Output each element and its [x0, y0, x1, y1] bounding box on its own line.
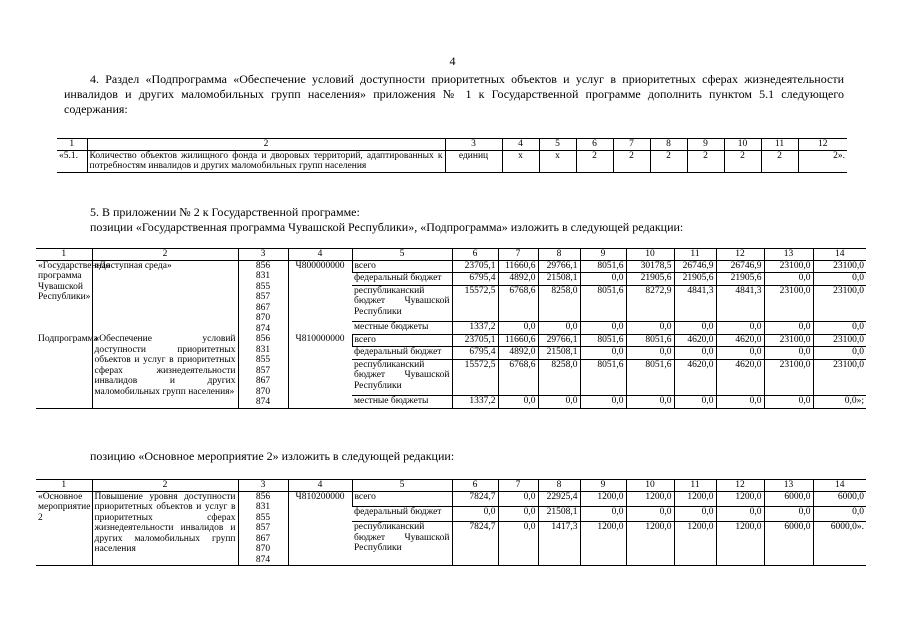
table2-value: 0,0	[498, 395, 538, 408]
table3-value: 21508,1	[538, 506, 580, 521]
paragraph-5-line-2: позиции «Государственная программа Чувашской Республики», «Подпрограмма» изложить в следующей редакции:	[90, 220, 684, 234]
table2-header-cell: 3	[238, 249, 288, 261]
table1-cell: x	[539, 150, 576, 172]
table-main-event	[36, 479, 866, 566]
table2-header-cell: 11	[674, 249, 716, 261]
table1-header-cell: 10	[724, 139, 761, 151]
table2-value: 1337,2	[452, 395, 498, 408]
table3-value: 0,0	[626, 506, 674, 521]
table2-value: 6795,4	[452, 347, 498, 360]
table3-body	[36, 491, 866, 566]
table1-row	[57, 150, 847, 172]
table3-target-code: Ч810200000	[288, 491, 352, 566]
table3-status: «Основное мероприятие 2	[36, 491, 92, 566]
table3-budget-codes: 856 831 855 857 867 870 874	[238, 491, 288, 566]
table3-value: 1200,0	[580, 522, 626, 566]
table3-value: 0,0	[452, 506, 498, 521]
table2-value: 8051,6	[626, 359, 674, 395]
table2-value: 8272,9	[626, 285, 674, 321]
table2-budget-codes: 856 831 855 857 867 870 874	[238, 260, 288, 334]
table1-cell-indicator: Количество объектов жилищного фонда и дворовых территорий, адаптированных к потребностям инвалидов и других маломобильных групп населения	[87, 150, 445, 172]
table1-header-cell: 3	[445, 139, 502, 151]
table3-source: всего	[352, 491, 452, 506]
table2-value: 0,0	[716, 321, 764, 334]
table2-value: 29766,1	[538, 334, 580, 347]
table3-value: 1417,3	[538, 522, 580, 566]
table2-value: 29766,1	[538, 260, 580, 273]
table2-source: местные бюджеты	[352, 321, 452, 334]
table2-value: 23100,0	[813, 334, 866, 347]
table3-header-cell: 3	[238, 480, 288, 492]
table3-value: 1200,0	[716, 491, 764, 506]
table2-source: республиканский бюджет Чувашской Республики	[352, 359, 452, 395]
table3-name: Повышение уровня доступности приоритетных объектов и услуг в приоритетных сферах жизнедеятельности инвалидов и других маломобильных групп населения	[92, 491, 238, 566]
table3-header-cell: 5	[352, 480, 452, 492]
table2-value: 0,0	[498, 321, 538, 334]
table1-cell: 2	[613, 150, 650, 172]
table3-value: 1200,0	[716, 522, 764, 566]
table2-value: 26746,9	[674, 260, 716, 273]
table2-budget-codes: 856 831 855 857 867 870 874	[238, 334, 288, 408]
table1-header-cell: 4	[502, 139, 539, 151]
table2-value: 6768,6	[498, 285, 538, 321]
table3-header-cell: 11	[674, 480, 716, 492]
table-indicators	[57, 138, 847, 173]
table2-value: 6795,4	[452, 273, 498, 286]
table2-status: «Государственная программа Чувашской Республики»	[38, 260, 111, 302]
table2-source: местные бюджеты	[352, 395, 452, 408]
table3-header-cell: 6	[452, 480, 498, 492]
table2-value: 8051,6	[580, 359, 626, 395]
table3-source: федеральный бюджет	[352, 506, 452, 521]
table3-header-cell: 4	[288, 480, 352, 492]
table3-header-cell: 7	[498, 480, 538, 492]
table-financing	[36, 248, 866, 409]
table2-header-cell: 2	[92, 249, 238, 261]
table1-header-cell: 7	[613, 139, 650, 151]
table2-value: 11660,6	[498, 334, 538, 347]
table1-cell-unit: единиц	[445, 150, 502, 172]
table2-value: 8258,0	[538, 359, 580, 395]
table3-value: 1200,0	[674, 522, 716, 566]
table2-value: 0,0	[674, 321, 716, 334]
table2-value: 0,0	[813, 347, 866, 360]
table3-value: 1200,0	[674, 491, 716, 506]
table3-value: 1200,0	[626, 522, 674, 566]
table1-header-cell: 8	[650, 139, 687, 151]
table3-header-cell: 1	[36, 480, 92, 492]
table2-value: 0,0	[580, 321, 626, 334]
table2-source: всего	[352, 260, 452, 273]
table2-value: 8258,0	[538, 285, 580, 321]
table2-value: 23100,0	[813, 260, 866, 273]
table2-value: 26746,9	[716, 260, 764, 273]
table2-value: 0,0	[538, 321, 580, 334]
paragraph-5-line-1: 5. В приложении № 2 к Государственной программе:	[90, 205, 360, 219]
table2-value: 8051,6	[580, 285, 626, 321]
page-number: 4	[449, 54, 456, 68]
table2-value: 0,0	[764, 273, 813, 286]
table2-value: 23705,1	[452, 260, 498, 273]
table2-source: федеральный бюджет	[352, 273, 452, 286]
table2-value: 0,0	[764, 347, 813, 360]
table2-value: 0,0	[716, 347, 764, 360]
table2-value: 0,0	[580, 273, 626, 286]
table2-target-code: Ч800000000	[288, 260, 352, 334]
table3-header-cell: 9	[580, 480, 626, 492]
table2-value: 23100,0	[813, 359, 866, 395]
table3-header	[36, 480, 866, 492]
table2-value: 4620,0	[674, 359, 716, 395]
table1-header-cell: 6	[576, 139, 613, 151]
table2-status: Подпрограмма	[36, 334, 92, 408]
table3-value: 0,0	[498, 506, 538, 521]
table2-value: 23100,0	[764, 334, 813, 347]
table2-value: 4620,0	[716, 359, 764, 395]
table2-value: 0,0	[813, 273, 866, 286]
table2-header-cell: 10	[626, 249, 674, 261]
table2-name: «Обеспечение условий доступности приоритетных объектов и услуг в приоритетных сферах жизнедеятельности инвалидов и других маломобильных групп населения»	[92, 334, 238, 408]
table1-cell-num: «5.1.	[57, 150, 87, 172]
table2-value: 15572,5	[452, 285, 498, 321]
table2-value: 4892,0	[498, 273, 538, 286]
table2-header-cell: 8	[538, 249, 580, 261]
table2-name: «Доступная среда»	[92, 260, 238, 334]
table2-value: 6768,6	[498, 359, 538, 395]
table3-value: 0,0	[580, 506, 626, 521]
table3-value: 1200,0	[626, 491, 674, 506]
table2-value: 4620,0	[674, 334, 716, 347]
paragraph-6: позицию «Основное мероприятие 2» изложить в следующей редакции:	[90, 449, 455, 463]
table2-header-cell: 7	[498, 249, 538, 261]
table2-value: 23100,0	[813, 285, 866, 321]
table1-cell: 2	[687, 150, 724, 172]
table2-value: 4841,3	[674, 285, 716, 321]
table1-cell: 2	[650, 150, 687, 172]
table3-header-cell: 14	[813, 480, 866, 492]
table1-header-cell: 9	[687, 139, 724, 151]
table2-value: 0,0	[626, 321, 674, 334]
table2-value: 0,0	[716, 395, 764, 408]
table2-source: всего	[352, 334, 452, 347]
table1-header-cell: 5	[539, 139, 576, 151]
table2-value: 8051,6	[580, 260, 626, 273]
table2-value: 8051,6	[626, 334, 674, 347]
table2-value: 21508,1	[538, 347, 580, 360]
table1-cell: 2	[576, 150, 613, 172]
table2-value: 0,0	[538, 395, 580, 408]
table2-value: 23100,0	[764, 285, 813, 321]
table2-value: 21905,6	[674, 273, 716, 286]
table2-source: республиканский бюджет Чувашской Республики	[352, 285, 452, 321]
table3-header-cell: 8	[538, 480, 580, 492]
table1-header	[57, 139, 847, 151]
table2-value: 11660,6	[498, 260, 538, 273]
table3-value: 22925,4	[538, 491, 580, 506]
table2-value: 1337,2	[452, 321, 498, 334]
table2-value: 0,0	[626, 347, 674, 360]
table2-value: 0,0	[626, 395, 674, 408]
table2-value: 0,0»;	[813, 395, 866, 408]
table2-value: 23705,1	[452, 334, 498, 347]
table2-value: 4841,3	[716, 285, 764, 321]
paragraph-4: 4. Раздел «Подпрограмма «Обеспечение условий доступности приоритетных объектов и услуг в приоритетных сферах жизнедеятельности инвалидов и других маломобильных групп населения» приложения № 1 к Государственной программе дополнить пунктом 5.1 следующего содержания:	[64, 72, 844, 116]
table2-body	[36, 260, 866, 408]
table3-value: 0,0	[716, 506, 764, 521]
table2-header-cell: 9	[580, 249, 626, 261]
table3-value: 0,0	[813, 506, 866, 521]
table2-header-cell: 6	[452, 249, 498, 261]
table1-cell: x	[502, 150, 539, 172]
table2-row	[36, 334, 866, 347]
table2-header-cell: 5	[352, 249, 452, 261]
table3-value: 0,0	[764, 506, 813, 521]
table3-header-cell: 10	[626, 480, 674, 492]
table3-value: 0,0	[498, 491, 538, 506]
table2-header	[36, 249, 866, 261]
table3-value: 7824,7	[452, 491, 498, 506]
table1-header-cell: 11	[761, 139, 798, 151]
table1-cell: 2».	[798, 150, 847, 172]
table3-header-cell: 13	[764, 480, 813, 492]
table3-header-cell: 2	[92, 480, 238, 492]
table3-header-cell: 12	[716, 480, 764, 492]
table2-value: 0,0	[813, 321, 866, 334]
table2-value: 21905,6	[716, 273, 764, 286]
table2-value: 15572,5	[452, 359, 498, 395]
table3-value: 1200,0	[580, 491, 626, 506]
table3-value: 6000,0	[813, 491, 866, 506]
table2-value: 4892,0	[498, 347, 538, 360]
table2-value: 0,0	[580, 395, 626, 408]
table2-value: 21905,6	[626, 273, 674, 286]
table1-header-cell: 1	[57, 139, 87, 151]
table1-cell: 2	[761, 150, 798, 172]
table3-value: 0,0	[498, 522, 538, 566]
table2-header-cell: 14	[813, 249, 866, 261]
table2-value: 0,0	[580, 347, 626, 360]
table2-value: 4620,0	[716, 334, 764, 347]
table2-value: 21508,1	[538, 273, 580, 286]
table2-row	[36, 260, 866, 273]
table3-source: республиканский бюджет Чувашской Республики	[352, 522, 452, 566]
table2-value: 23100,0	[764, 260, 813, 273]
table2-value: 0,0	[674, 347, 716, 360]
table2-target-code: Ч810000000	[288, 334, 352, 408]
table2-value: 0,0	[764, 395, 813, 408]
table2-value: 0,0	[764, 321, 813, 334]
table3-value: 6000,0».	[813, 522, 866, 566]
table2-header-cell: 4	[288, 249, 352, 261]
table1-header-cell: 12	[798, 139, 847, 151]
table2-value: 8051,6	[580, 334, 626, 347]
table1-header-cell: 2	[87, 139, 445, 151]
table3-value: 6000,0	[764, 491, 813, 506]
table3-value: 0,0	[674, 506, 716, 521]
table3-value: 6000,0	[764, 522, 813, 566]
table3-value: 7824,7	[452, 522, 498, 566]
table2-value: 30178,5	[626, 260, 674, 273]
table2-value: 0,0	[674, 395, 716, 408]
table2-source: федеральный бюджет	[352, 347, 452, 360]
table3-row	[36, 491, 866, 506]
table2-value: 23100,0	[764, 359, 813, 395]
table2-header-cell: 12	[716, 249, 764, 261]
paragraph-5	[64, 205, 844, 235]
table1-cell: 2	[724, 150, 761, 172]
table2-header-cell: 13	[764, 249, 813, 261]
table2-header-cell: 1	[36, 249, 92, 261]
